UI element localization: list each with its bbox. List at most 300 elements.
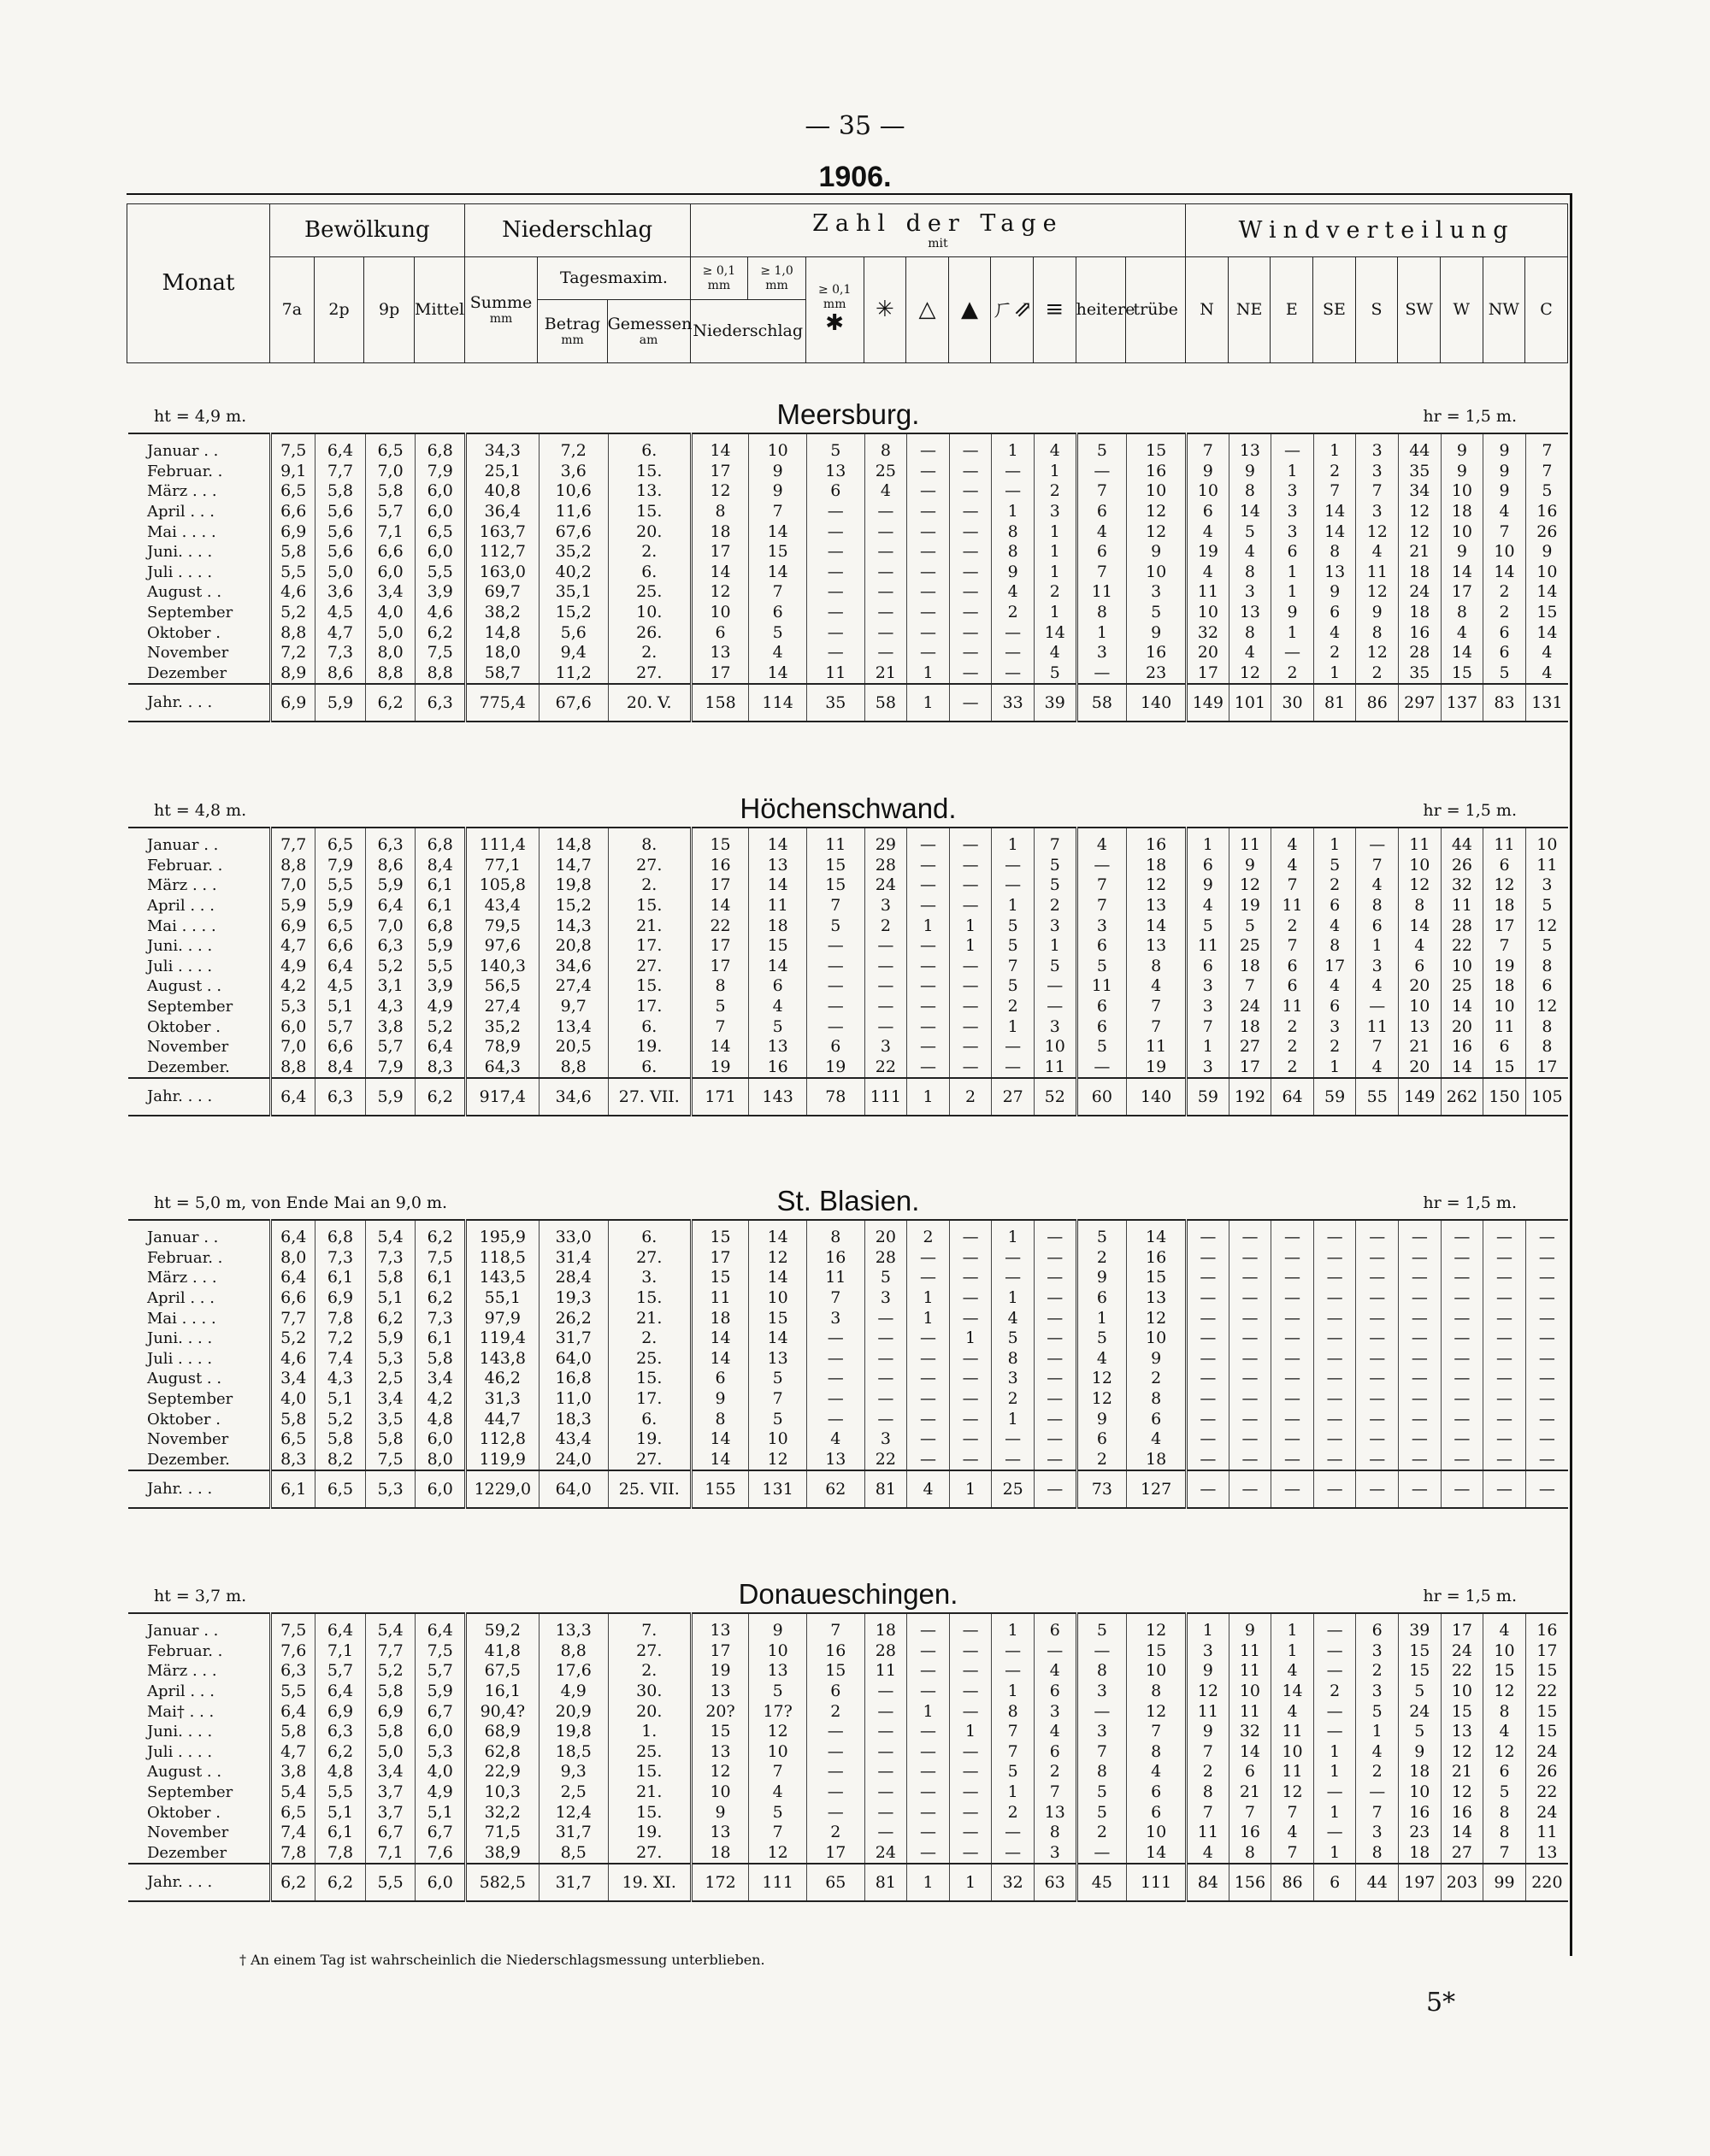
table-cell: 5,2 <box>365 1661 416 1682</box>
table-cell: 5,2 <box>365 957 416 977</box>
table-cell: 12 <box>1399 521 1442 542</box>
table-cell: 4 <box>1187 521 1229 542</box>
table-cell: 79,5 <box>465 916 539 936</box>
table-cell: — <box>1483 1308 1526 1328</box>
table-cell: — <box>949 1823 992 1843</box>
table-cell: 14 <box>1525 622 1568 643</box>
month-label <box>128 722 271 726</box>
table-cell: 10 <box>1127 1328 1187 1349</box>
header-heitere: heitere <box>1076 257 1126 363</box>
table-cell: 17 <box>1229 1057 1271 1079</box>
table-cell: — <box>1483 1389 1526 1410</box>
table-cell: — <box>1034 997 1076 1017</box>
table-cell: 14 <box>1441 997 1483 1017</box>
table-cell: 2 <box>1034 481 1076 502</box>
table-cell: — <box>949 875 992 896</box>
table-cell: 4 <box>1313 916 1356 936</box>
table-cell: 67,6 <box>539 684 608 722</box>
table-cell: 11 <box>1483 1016 1526 1037</box>
table-cell: 4,5 <box>315 603 366 623</box>
station-hr: hr = 1,5 m. <box>1423 407 1517 426</box>
table-cell: 10 <box>1441 521 1483 542</box>
table-cell: 19. <box>608 1429 691 1450</box>
table-cell: — <box>1399 1369 1442 1389</box>
table-cell: — <box>1525 1429 1568 1450</box>
station-hr: hr = 1,5 m. <box>1423 801 1517 820</box>
table-cell: — <box>1313 1823 1356 1843</box>
table-cell: 7,5 <box>416 1641 466 1662</box>
table-cell: 6,2 <box>365 1308 416 1328</box>
table-cell: 1 <box>1271 1641 1314 1662</box>
table-cell: 18 <box>691 521 749 542</box>
table-cell: — <box>949 976 992 997</box>
table-cell: 6,4 <box>365 896 416 916</box>
table-cell: 917,4 <box>465 1078 539 1116</box>
table-cell: 6 <box>806 481 864 502</box>
table-cell: 16,8 <box>539 1369 608 1389</box>
table-row <box>128 1308 1568 1328</box>
table-cell: 5 <box>1525 481 1568 502</box>
table-cell <box>1034 828 1076 835</box>
table-cell: — <box>1271 1288 1314 1309</box>
table-cell: 4,5 <box>315 976 366 997</box>
table-cell: — <box>864 1722 907 1742</box>
table-cell: 2 <box>1313 875 1356 896</box>
table-cell: 8,8 <box>539 1641 608 1662</box>
table-cell: — <box>1187 1268 1229 1288</box>
table-cell <box>1271 1116 1314 1120</box>
table-cell: 5 <box>749 1016 807 1037</box>
table-cell: — <box>992 1268 1035 1288</box>
table-cell: 11 <box>1525 856 1568 876</box>
table-cell: 8 <box>1076 1762 1127 1782</box>
table-cell <box>949 433 992 441</box>
table-cell: — <box>1187 1429 1229 1450</box>
table-cell: 6 <box>1187 502 1229 522</box>
table-cell: — <box>992 1248 1035 1269</box>
table-cell: — <box>1034 1409 1076 1429</box>
table-row <box>128 1722 1568 1742</box>
table-cell: 18 <box>1483 976 1526 997</box>
table-cell: 143,8 <box>465 1349 539 1370</box>
table-cell <box>608 433 691 441</box>
table-cell: — <box>949 1429 992 1450</box>
table-cell: — <box>949 1016 992 1037</box>
table-cell: 6,5 <box>271 1802 315 1823</box>
table-cell <box>271 1116 315 1120</box>
table-cell: 6,0 <box>416 481 466 502</box>
table-cell: 5,9 <box>416 936 466 957</box>
table-cell: — <box>907 1742 950 1763</box>
table-cell: 16 <box>1399 622 1442 643</box>
table-cell: 2 <box>992 1802 1035 1823</box>
table-cell: 7 <box>1271 1843 1314 1864</box>
table-cell: 3 <box>864 1429 907 1450</box>
table-cell: 15. <box>608 976 691 997</box>
month-label <box>128 1220 271 1228</box>
table-cell: 6,1 <box>271 1470 315 1508</box>
table-cell: 2. <box>608 1661 691 1682</box>
table-cell: 203 <box>1441 1864 1483 1901</box>
table-cell: 7 <box>1525 441 1568 462</box>
month-label: Januar . . <box>147 1228 219 1247</box>
table-cell: 34 <box>1399 481 1442 502</box>
table-cell: 10 <box>1187 603 1229 623</box>
table-row <box>128 1641 1568 1662</box>
header-ge10: ≥ 1,0 mm <box>748 257 806 300</box>
table-cell: 6 <box>1483 643 1526 663</box>
table-cell: 1 <box>949 1328 992 1349</box>
table-cell: — <box>949 521 992 542</box>
table-cell: — <box>949 1701 992 1722</box>
table-cell: — <box>949 1268 992 1288</box>
table-cell: 6 <box>806 1037 864 1057</box>
table-cell: 140 <box>1127 684 1187 722</box>
table-cell: 6,0 <box>416 542 466 563</box>
table-cell: 24 <box>1441 1641 1483 1662</box>
table-cell: — <box>949 997 992 1017</box>
table-row <box>128 1782 1568 1803</box>
table-cell: — <box>1271 1328 1314 1349</box>
table-cell: — <box>1525 1409 1568 1429</box>
table-cell: 10 <box>1399 1782 1442 1803</box>
table-cell: 4 <box>1356 875 1399 896</box>
table-cell: 12 <box>1356 643 1399 663</box>
table-cell: 7,1 <box>315 1641 366 1662</box>
table-cell: 5 <box>1483 1782 1526 1803</box>
month-label: Juli . . . . <box>147 1742 213 1761</box>
table-cell <box>691 1901 749 1906</box>
table-cell: 17 <box>1441 1621 1483 1641</box>
table-cell <box>608 1508 691 1512</box>
table-cell: — <box>864 1389 907 1410</box>
table-cell: — <box>1399 1470 1442 1508</box>
table-cell: 12 <box>1229 875 1271 896</box>
table-cell: 7 <box>1483 1843 1526 1864</box>
table-cell: 31,3 <box>465 1389 539 1410</box>
table-cell: — <box>907 1823 950 1843</box>
table-cell: 6,8 <box>315 1228 366 1248</box>
header-wind-w: W <box>1440 257 1483 363</box>
table-cell: — <box>806 1016 864 1037</box>
table-cell: 149 <box>1399 1078 1442 1116</box>
table-cell: 18 <box>1483 896 1526 916</box>
table-cell: — <box>1483 1228 1526 1248</box>
table-cell: 5 <box>1034 856 1076 876</box>
table-cell: 7 <box>806 1288 864 1309</box>
table-cell <box>1127 1220 1187 1228</box>
table-cell: 1 <box>1313 1762 1356 1782</box>
table-cell: 18,3 <box>539 1409 608 1429</box>
table-cell: 7 <box>1076 875 1127 896</box>
table-cell: 6 <box>1034 1682 1076 1702</box>
table-cell: 6,9 <box>271 521 315 542</box>
month-label: Februar. . <box>147 462 223 480</box>
table-cell: 12,4 <box>539 1802 608 1823</box>
table-cell <box>271 1901 315 1906</box>
table-cell: 6,5 <box>416 521 466 542</box>
table-cell: 15. <box>608 1762 691 1782</box>
table-cell: — <box>806 502 864 522</box>
table-cell: 8 <box>1483 1701 1526 1722</box>
table-cell: 6,2 <box>416 1288 466 1309</box>
table-cell: 4 <box>864 481 907 502</box>
table-cell: 5,4 <box>365 1621 416 1641</box>
table-cell: 7,0 <box>365 462 416 482</box>
table-cell: 15 <box>1483 1661 1526 1682</box>
table-cell: 7,9 <box>365 1057 416 1079</box>
table-cell: 5,7 <box>365 502 416 522</box>
table-cell: 3,9 <box>416 582 466 603</box>
table-cell: 15 <box>1399 1661 1442 1682</box>
table-cell: 1 <box>907 1078 950 1116</box>
table-cell: 158 <box>691 684 749 722</box>
station-name: St. Blasien. <box>776 1185 920 1216</box>
table-cell: 18,0 <box>465 643 539 663</box>
station-section <box>128 1561 1568 1906</box>
table-cell: 15 <box>1525 1701 1568 1722</box>
table-cell: 12 <box>1483 1682 1526 1702</box>
table-cell: 119,9 <box>465 1450 539 1471</box>
table-cell: 192 <box>1229 1078 1271 1116</box>
table-cell: — <box>907 441 950 462</box>
table-cell: 64 <box>1271 1078 1314 1116</box>
table-cell: 14 <box>691 441 749 462</box>
year-total-row <box>128 1470 1568 1508</box>
table-cell <box>608 828 691 835</box>
table-cell: 10 <box>749 1641 807 1662</box>
table-cell <box>608 722 691 726</box>
table-cell: — <box>1483 1288 1526 1309</box>
table-cell <box>949 1220 992 1228</box>
table-cell: — <box>1034 1288 1076 1309</box>
table-cell: 7 <box>1034 1782 1076 1803</box>
table-cell: — <box>907 1409 950 1429</box>
table-cell <box>539 1901 608 1906</box>
table-cell: 44 <box>1399 441 1442 462</box>
table-cell <box>1076 1901 1127 1906</box>
table-cell: 9,1 <box>271 462 315 482</box>
table-cell: 52 <box>1034 1078 1076 1116</box>
table-cell: 10 <box>1399 856 1442 876</box>
table-cell: 7 <box>1076 896 1127 916</box>
table-cell: 7,3 <box>315 643 366 663</box>
table-cell: 6 <box>1076 542 1127 563</box>
table-cell: — <box>1441 1429 1483 1450</box>
table-cell: 1 <box>907 1864 950 1901</box>
table-cell: 35 <box>1399 462 1442 482</box>
table-cell <box>1271 1613 1314 1621</box>
table-cell: — <box>992 1641 1035 1662</box>
table-cell: 2. <box>608 1328 691 1349</box>
table-cell: 5,8 <box>271 1722 315 1742</box>
table-cell: 19. <box>608 1037 691 1057</box>
table-cell: 14,7 <box>539 856 608 876</box>
table-cell: — <box>1076 1641 1127 1662</box>
table-cell: 6 <box>1076 997 1127 1017</box>
table-cell: — <box>1399 1389 1442 1410</box>
table-cell <box>749 1613 807 1621</box>
table-cell: 3 <box>1187 1057 1229 1079</box>
table-cell: 5 <box>1076 1328 1127 1349</box>
table-cell: 23 <box>1399 1823 1442 1843</box>
table-cell: — <box>1313 1228 1356 1248</box>
table-cell: 11 <box>1356 563 1399 583</box>
table-cell: 2,5 <box>365 1369 416 1389</box>
table-cell: — <box>806 976 864 997</box>
table-cell <box>465 1220 539 1228</box>
table-cell: — <box>1356 1328 1399 1349</box>
table-cell: 8,8 <box>271 1057 315 1079</box>
table-cell: — <box>1187 1450 1229 1471</box>
table-cell: 6,2 <box>416 1228 466 1248</box>
table-cell: 6,9 <box>315 1701 366 1722</box>
table-cell: 6,5 <box>365 441 416 462</box>
table-cell: 8 <box>1356 622 1399 643</box>
table-cell: 32 <box>992 1864 1035 1901</box>
table-row <box>128 1228 1568 1248</box>
table-cell: — <box>907 936 950 957</box>
table-cell: — <box>1229 1349 1271 1370</box>
table-cell: — <box>864 1016 907 1037</box>
table-cell: 8 <box>1399 896 1442 916</box>
table-cell: — <box>1441 1328 1483 1349</box>
table-row <box>128 643 1568 663</box>
table-cell: 7,7 <box>271 835 315 856</box>
table-cell: 8 <box>1441 603 1483 623</box>
table-cell <box>1525 1220 1568 1228</box>
table-cell: 5,5 <box>271 1682 315 1702</box>
table-cell: 5,4 <box>271 1782 315 1803</box>
table-cell: — <box>1356 1389 1399 1410</box>
table-cell: 7 <box>1229 976 1271 997</box>
table-cell: 7 <box>1356 481 1399 502</box>
table-cell <box>315 433 366 441</box>
table-cell: 155 <box>691 1470 749 1508</box>
table-cell: — <box>1271 1308 1314 1328</box>
table-cell: 4 <box>1187 1843 1229 1864</box>
table-cell: 17 <box>691 542 749 563</box>
table-cell: 8 <box>1525 1037 1568 1057</box>
table-cell: 13 <box>749 1349 807 1370</box>
table-cell: 7,4 <box>271 1823 315 1843</box>
table-cell: — <box>1399 1450 1442 1471</box>
table-cell: 5 <box>1034 875 1076 896</box>
table-cell: 3 <box>1356 502 1399 522</box>
table-cell: 1 <box>1271 622 1314 643</box>
table-cell: — <box>1399 1328 1442 1349</box>
table-cell: 8,0 <box>416 1450 466 1471</box>
table-cell: 156 <box>1229 1864 1271 1901</box>
table-cell: — <box>907 997 950 1017</box>
table-cell: 3 <box>992 1369 1035 1389</box>
table-cell: 4 <box>1229 542 1271 563</box>
table-cell: 6 <box>1483 1762 1526 1782</box>
table-cell: 5,8 <box>365 1268 416 1288</box>
table-cell: 13 <box>691 643 749 663</box>
table-cell: 7,5 <box>271 441 315 462</box>
table-cell: — <box>1399 1308 1442 1328</box>
table-cell <box>806 1116 864 1120</box>
table-cell: 1 <box>992 502 1035 522</box>
table-cell <box>907 1508 950 1512</box>
table-cell: 5,6 <box>315 521 366 542</box>
table-cell: 15 <box>1399 1641 1442 1662</box>
table-cell: 8,8 <box>271 622 315 643</box>
table-cell: 17? <box>749 1701 807 1722</box>
table-cell: 24,0 <box>539 1450 608 1471</box>
table-cell: 10 <box>1399 997 1442 1017</box>
table-cell: — <box>1313 1470 1356 1508</box>
table-cell <box>1076 828 1127 835</box>
table-cell: 1 <box>1271 563 1314 583</box>
table-cell: 18,5 <box>539 1742 608 1763</box>
table-cell: 34,3 <box>465 441 539 462</box>
table-cell: 2 <box>1034 896 1076 916</box>
table-row <box>128 622 1568 643</box>
month-label: Juli . . . . <box>147 1349 213 1368</box>
table-cell: 10 <box>1127 563 1187 583</box>
table-cell: — <box>949 502 992 522</box>
table-cell: 2 <box>1034 1762 1076 1782</box>
table-cell: — <box>1525 1308 1568 1328</box>
table-cell: — <box>1229 1470 1271 1508</box>
table-cell <box>1483 722 1526 726</box>
table-cell: 15 <box>1127 1268 1187 1288</box>
table-cell: 6 <box>1229 1762 1271 1782</box>
table-cell: 8 <box>1127 957 1187 977</box>
table-cell: 7,5 <box>416 643 466 663</box>
table-cell: 27. <box>608 957 691 977</box>
table-cell <box>1441 1508 1483 1512</box>
table-cell: 10 <box>1187 481 1229 502</box>
table-cell: — <box>864 957 907 977</box>
table-cell <box>1076 433 1127 441</box>
table-cell: 5,9 <box>416 1682 466 1702</box>
table-cell: 1 <box>1313 441 1356 462</box>
table-cell: — <box>907 1389 950 1410</box>
table-cell: 17 <box>691 1641 749 1662</box>
table-cell: 19 <box>1229 896 1271 916</box>
table-cell: 19,3 <box>539 1288 608 1309</box>
table-cell: 20. <box>608 521 691 542</box>
table-cell: — <box>907 1057 950 1079</box>
table-cell <box>949 828 992 835</box>
table-cell: 5,1 <box>315 1389 366 1410</box>
table-cell <box>271 1220 315 1228</box>
table-cell <box>1399 1116 1442 1120</box>
table-cell: 7 <box>1034 835 1076 856</box>
table-cell: 4,9 <box>539 1682 608 1702</box>
table-cell: 34,6 <box>539 957 608 977</box>
table-cell: 8 <box>992 521 1035 542</box>
table-cell: 4 <box>1187 563 1229 583</box>
table-cell: 5 <box>992 936 1035 957</box>
table-cell <box>539 433 608 441</box>
table-cell: 11,2 <box>539 663 608 685</box>
table-cell: 18 <box>749 916 807 936</box>
table-cell: 3 <box>1356 1823 1399 1843</box>
table-cell <box>806 1901 864 1906</box>
table-cell: 6,1 <box>416 896 466 916</box>
table-cell <box>992 722 1035 726</box>
table-cell: — <box>1271 1349 1314 1370</box>
table-cell: — <box>949 1288 992 1309</box>
table-cell: 69,7 <box>465 582 539 603</box>
table-cell: 7,8 <box>271 1843 315 1864</box>
table-cell: — <box>907 1762 950 1782</box>
table-cell: 5,3 <box>416 1742 466 1763</box>
